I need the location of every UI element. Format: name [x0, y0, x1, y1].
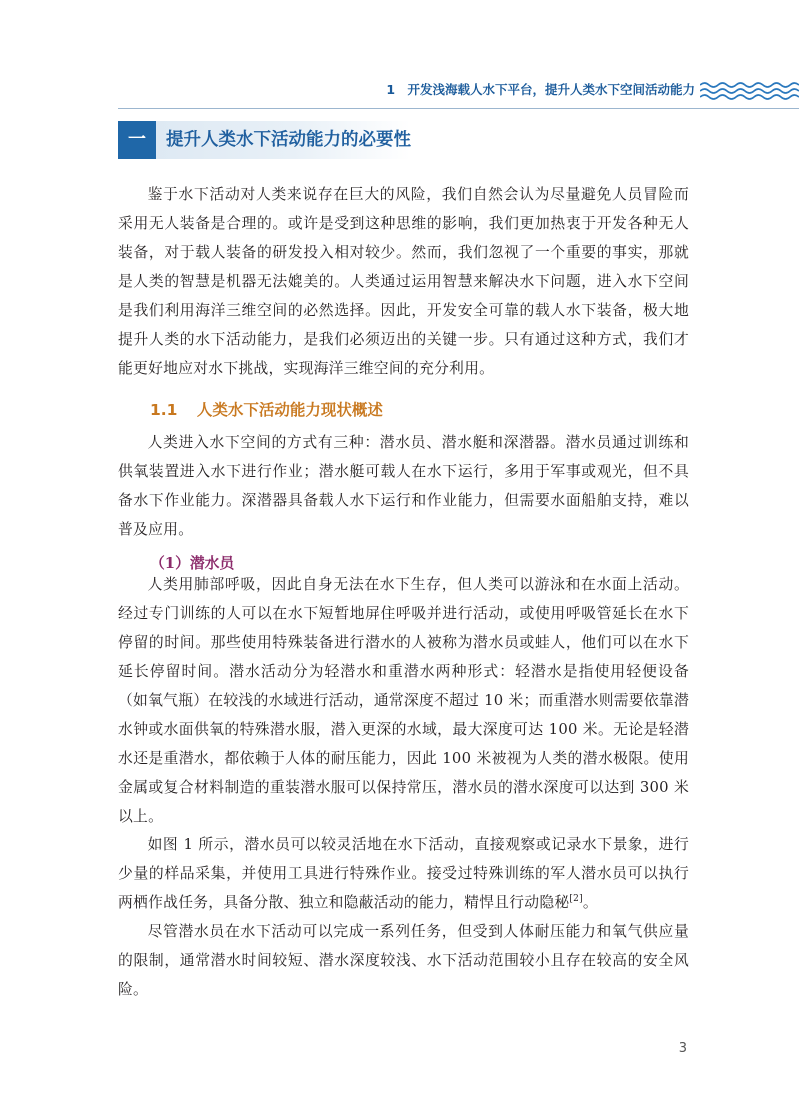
section-title: 提升人类水下活动能力的必要性: [166, 130, 411, 150]
citation-ref[interactable]: [2]: [569, 894, 583, 905]
subsection-heading: [150, 398, 383, 420]
item-heading-diver: （1）潜水员: [150, 555, 235, 572]
header-divider: [118, 108, 799, 109]
paragraph-text: 人类进入水下空间的方式有三种：潜水员、潜水艇和深潜器。潜水员通过训练和供氧装置进入水下进行作业；潜水艇可载人在水下运行，多用于军事或观光，但不具备水下作业能力。深潜器具备载人水下运行和作业能力，但需要水面船舶支持，难以普及应用。: [118, 434, 689, 538]
paragraph-figure-ref: [118, 830, 689, 917]
page-number: 3: [678, 1041, 687, 1056]
paragraph-overview: [118, 428, 689, 544]
running-header: [386, 82, 695, 98]
chapter-title: 开发浅海载人水下平台，提升人类水下空间活动能力: [407, 82, 695, 97]
paragraph-body: 如图 1 所示，潜水员可以较灵活地在水下活动，直接观察或记录水下景象，进行少量的样品采集，并使用工具进行特殊作业。接受过特殊训练的军人潜水员可以执行两栖作战任务，具备分散、独立和隐蔽活动的能力，精悍且行动隐秘: [118, 836, 689, 911]
paragraph-end: 。: [582, 894, 598, 911]
paragraph-text: 人类用肺部呼吸，因此自身无法在水下生存，但人类可以游泳和在水面上活动。经过专门训练的人可以在水下短暂地屏住呼吸并进行活动，或使用呼吸管延长在水下停留的时间。那些使用特殊装备进行潜水的人被称为潜水员或蛙人，他们可以在水下延长停留时间。潜水活动分为轻潜水和重潜水两种形式：轻潜水是指使用轻便设备（如氧气瓶）在较浅的水域进行活动，通常深度不超过 10 米；而重潜水则需要依靠潜水钟或水面供氧的特殊潜水服，潜入更深的水域，最大深度可达 100 米。无论是轻潜水还是重潜水，都依赖于人体的耐压能力，因此 100 米被视为人类的潜水极限。使用金属或复合材料制造的重装潜水服可以保持常压，潜水员的潜水深度可以达到 300 米以上。: [118, 576, 689, 825]
section-number: 一: [118, 121, 156, 159]
paragraph-text: 鉴于水下活动对人类来说存在巨大的风险，我们自然会认为尽量避免人员冒险而采用无人装备是合理的。或许是受到这种思维的影响，我们更加热衷于开发各种无人装备，对于载人装备的研发投入相对较少。然而，我们忽视了一个重要的事实，那就是人类的智慧是机器无法媲美的。人类通过运用智慧来解决水下问题，进入水下空间是我们利用海洋三维空间的必然选择。因此，开发安全可靠的载人水下装备，极大地提升人类的水下活动能力，是我们必须迈出的关键一步。只有通过这种方式，我们才能更好地应对水下挑战，实现海洋三维空间的充分利用。: [118, 186, 689, 377]
subsection-number: 1.1: [150, 401, 178, 419]
subsection-title: 人类水下活动能力现状概述: [196, 401, 383, 419]
paragraph-limitations: [118, 917, 689, 1004]
paragraph-diver: [118, 570, 689, 831]
paragraph-text: 尽管潜水员在水下活动可以完成一系列任务，但受到人体耐压能力和氧气供应量的限制，通常潜水时间较短、潜水深度较浅、水下活动范围较小且存在较高的安全风险。: [118, 923, 689, 998]
wave-ornament-icon: [700, 80, 799, 102]
chapter-number: 1: [386, 82, 396, 97]
paragraph-text: [118, 830, 689, 917]
paragraph-intro: [118, 180, 689, 383]
